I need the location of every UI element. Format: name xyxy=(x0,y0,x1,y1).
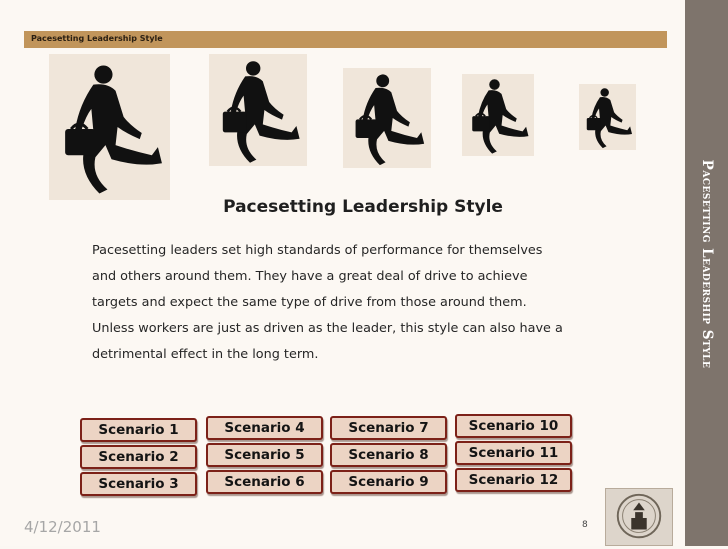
footer-date: 4/12/2011 xyxy=(24,518,101,536)
running-businessman-icon xyxy=(209,54,307,166)
scenario-6-button[interactable]: Scenario 6 xyxy=(206,470,323,494)
body-line: targets and expect the same type of drive from those around them. xyxy=(92,295,527,310)
body-line: and others around them. They have a great deal of drive to achieve xyxy=(92,269,528,284)
scenario-9-button[interactable]: Scenario 9 xyxy=(330,470,447,494)
breadcrumb-bar xyxy=(24,31,667,48)
side-title-text: Pacesetting Leadership Style xyxy=(699,159,715,369)
scenario-2-button[interactable]: Scenario 2 xyxy=(80,445,197,469)
runner-image-5 xyxy=(579,84,636,150)
school-logo xyxy=(605,488,673,546)
scenario-4-button[interactable]: Scenario 4 xyxy=(206,416,323,440)
body-line: detrimental effect in the long term. xyxy=(92,347,319,362)
running-businessman-icon xyxy=(462,74,534,156)
scenario-11-button[interactable]: Scenario 11 xyxy=(455,441,572,465)
scenario-8-button[interactable]: Scenario 8 xyxy=(330,443,447,467)
running-businessman-icon xyxy=(579,84,636,150)
runner-image-1 xyxy=(49,54,170,200)
runner-image-4 xyxy=(462,74,534,156)
scenario-12-button[interactable]: Scenario 12 xyxy=(455,468,572,492)
running-businessman-icon xyxy=(49,54,170,200)
scenario-1-button[interactable]: Scenario 1 xyxy=(80,418,197,442)
breadcrumb: Pacesetting Leadership Style xyxy=(31,34,163,43)
scenario-5-button[interactable]: Scenario 5 xyxy=(206,443,323,467)
body-line: Pacesetting leaders set high standards of performance for themselves xyxy=(92,243,543,258)
running-businessman-icon xyxy=(343,68,431,168)
body-text xyxy=(92,238,612,368)
scenario-7-button[interactable]: Scenario 7 xyxy=(330,416,447,440)
body-line: Unless workers are just as driven as the leader, this style can also have a xyxy=(92,321,563,336)
scenario-10-button[interactable]: Scenario 10 xyxy=(455,414,572,438)
side-title xyxy=(685,0,728,546)
runner-image-2 xyxy=(209,54,307,166)
school-logo-icon xyxy=(606,489,672,545)
page-number: 8 xyxy=(582,520,588,530)
main-heading: Pacesetting Leadership Style xyxy=(223,197,503,217)
runner-image-3 xyxy=(343,68,431,168)
main-heading-wrap xyxy=(0,197,728,217)
scenario-3-button[interactable]: Scenario 3 xyxy=(80,472,197,496)
